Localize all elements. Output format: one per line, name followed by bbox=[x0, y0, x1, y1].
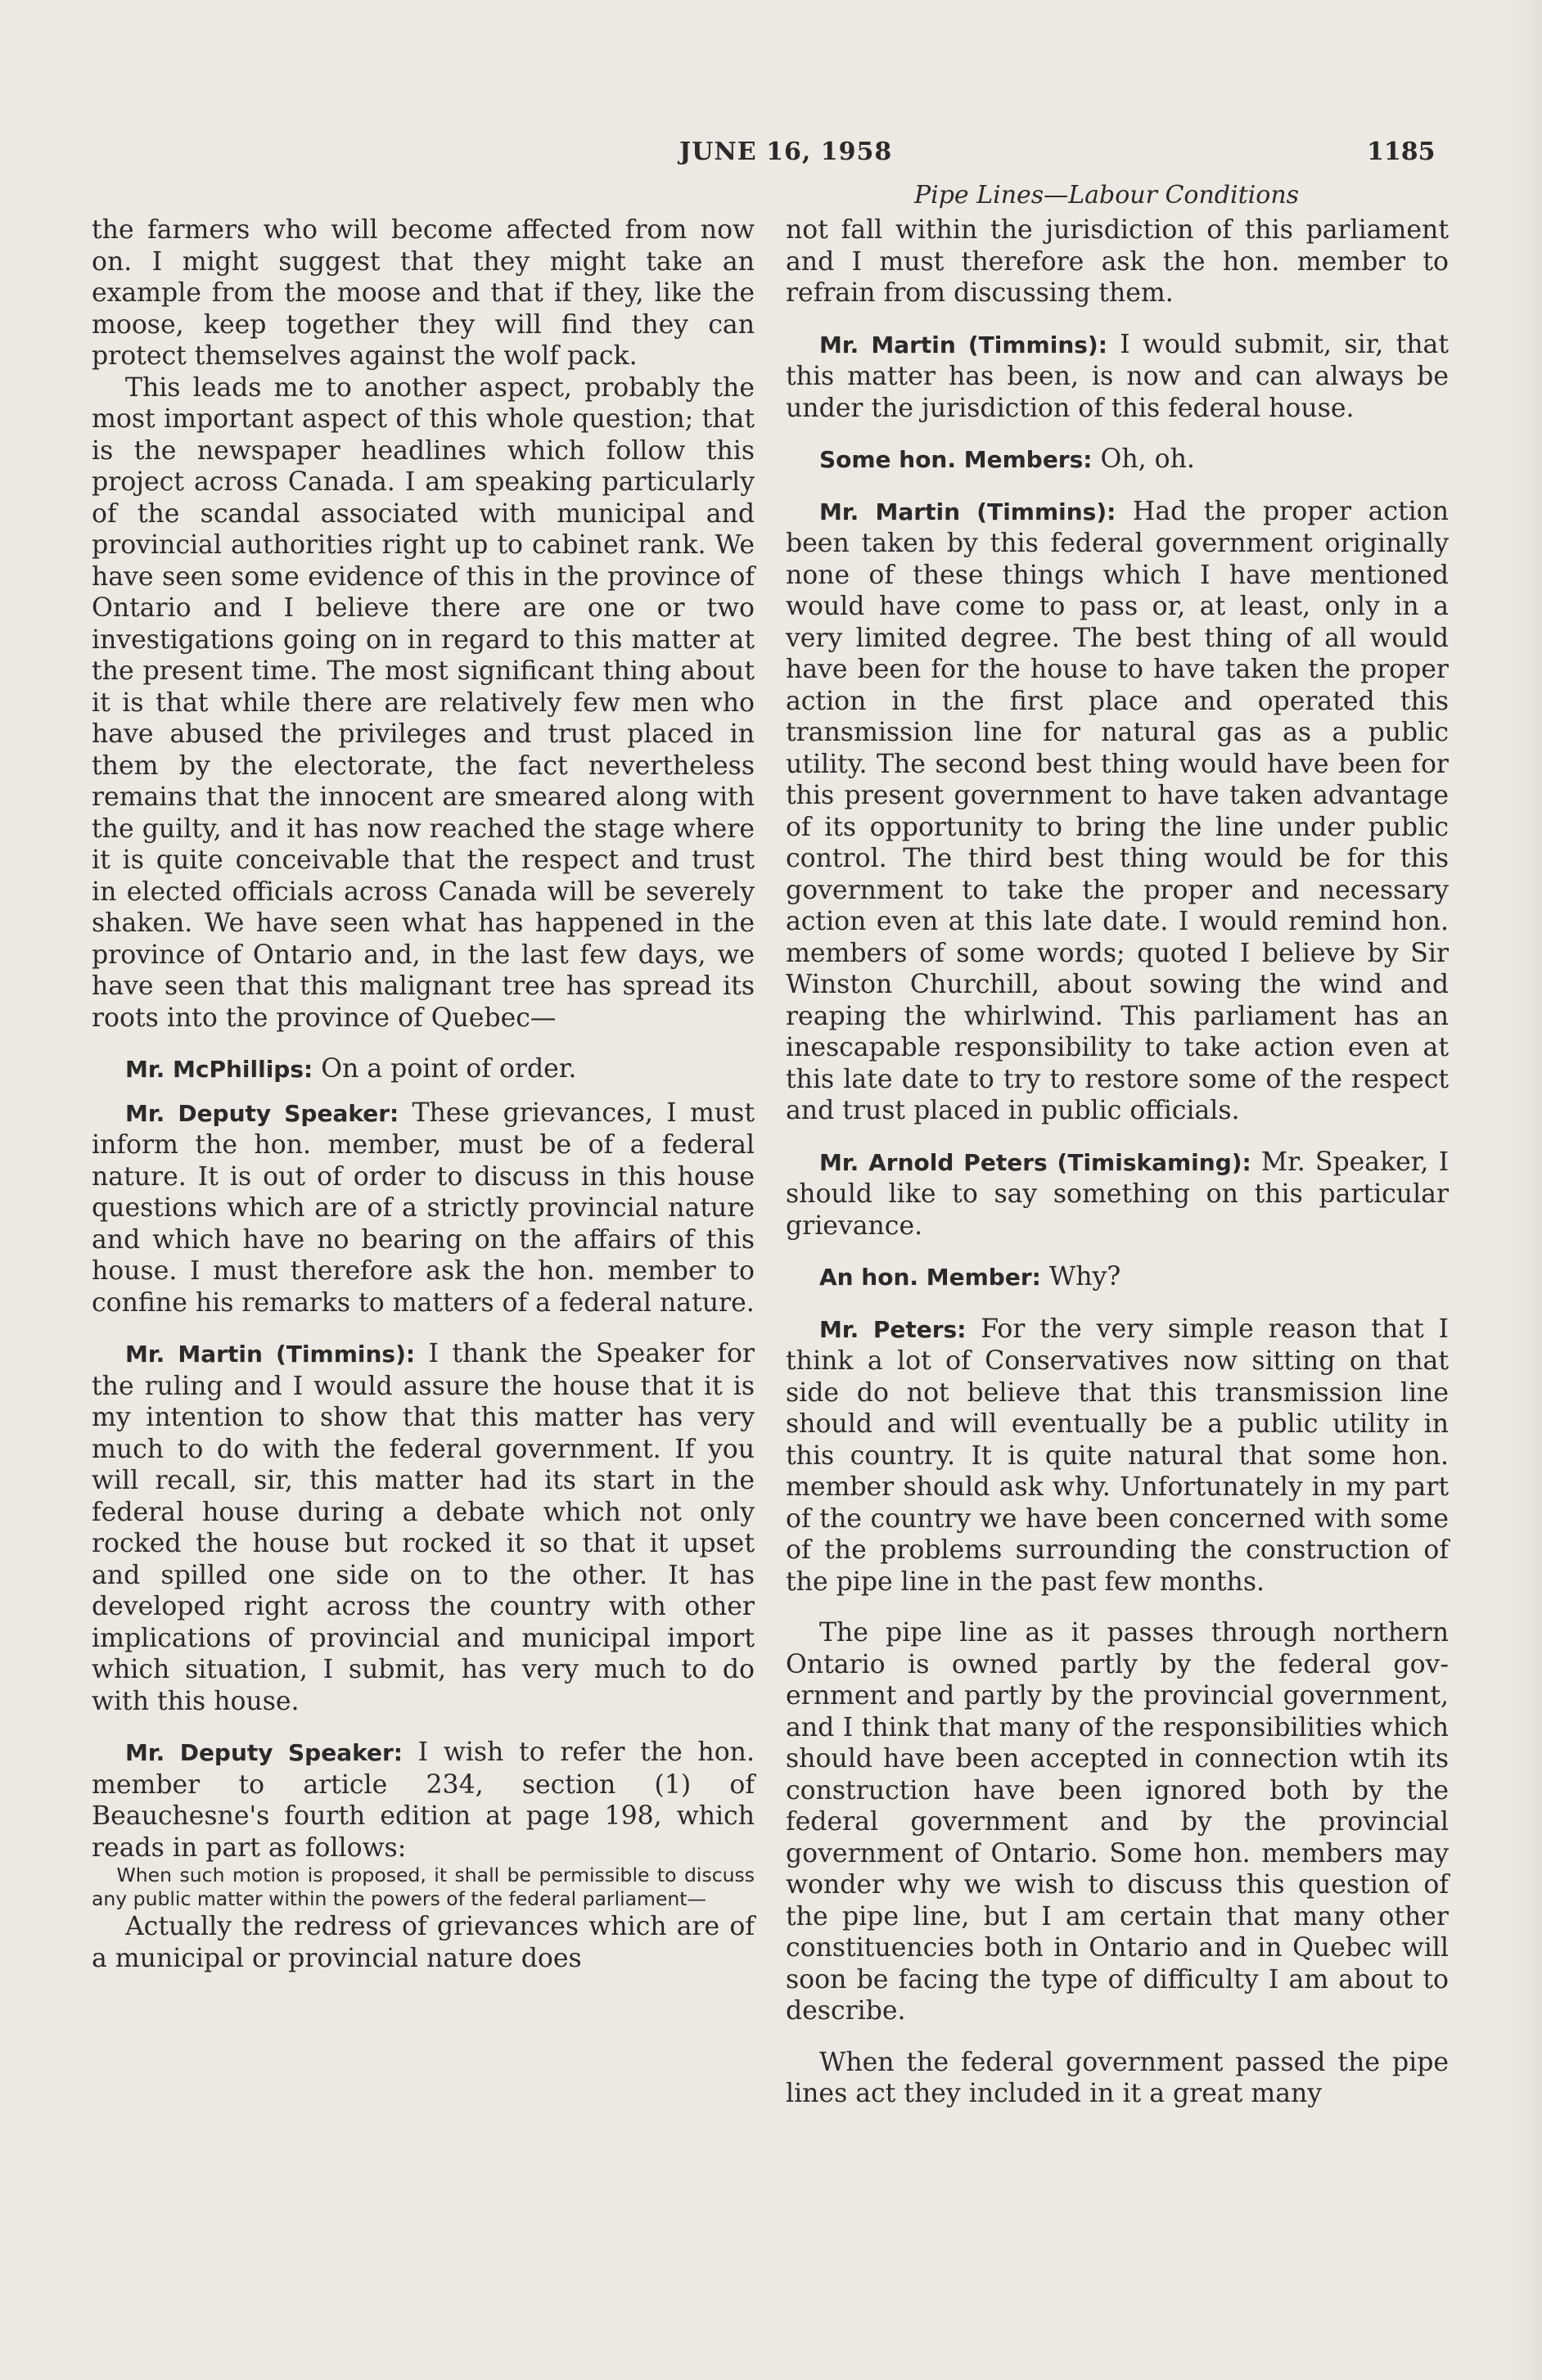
left-paragraph-end: Actually the redress of grievances which are of a municipal or provincial nature does bbox=[92, 1912, 755, 1973]
left-column bbox=[92, 214, 755, 1974]
speech-martin-3 bbox=[786, 496, 1449, 1127]
speaker-name: Mr. Deputy Speaker: bbox=[124, 1099, 399, 1127]
speech-text: For the very simple reason that I think a lot of Conservatives now sitting on that side do not believe that this transmission line should and will eventually be a public utility in this country. It is quite natural that some hon. member should ask why. Unfortunately in my part of the country we have been concerned with some of the problems surrounding the construction of the pipe line in the past few months. bbox=[786, 1314, 1450, 1597]
speaker-name: Some hon. Members: bbox=[818, 446, 1093, 473]
speech-text: Had the proper action been taken by this federal government originally none of these things which I have mentioned would have come to pass or, at least, only in a very limited degree. The best thing of all would have been for the house to have taken the proper action in the first place and operated this transmission line for natural gas as a public utility. The second best thing would have been for this present government to have taken advantage of its opportunity to bring the line under public control. The third best thing would be for this government to take the proper and necessary action even at this late date. I would remind hon. members of some words; quoted I believe by Sir Winston Churchill, about sowing the wind and reaping the whirlwind. This parliament has an inescapable responsibility to take action even at this late date to try to restore some of the respect and trust placed in public officials. bbox=[786, 496, 1449, 1125]
speech-deputy-speaker-1 bbox=[92, 1098, 755, 1319]
page-edge-shadow bbox=[1509, 0, 1542, 2380]
speaker-name: Mr. Deputy Speaker: bbox=[124, 1739, 403, 1766]
speech-text: These grievances, I must inform the hon. member, must be of a federal nature. It is out of order to discuss in this house questions which are of a strictly provincial nature and which have no bearing on the affairs of this house. I must therefore ask the hon. member to confine his remarks to matters of a federal nature. bbox=[92, 1098, 755, 1318]
speaker-name: Mr. Martin (Timmins): bbox=[818, 331, 1107, 358]
right-paragraph-1: not fall within the jurisdiction of this parliament and I must therefore ask the hon. member to refrain from discussing them. bbox=[786, 215, 1449, 308]
header-date: JUNE 16, 1958 bbox=[679, 137, 893, 166]
speaker-name: Mr. Arnold Peters (Timiskaming): bbox=[818, 1148, 1251, 1176]
speech-text: I thank the Speaker for the ruling and I would assure the house that it is my intention to show that this matter has very much to do with the federal government. If you will recall, sir, this matter had its start in the federal house during a debate which not only rocked the house but rocked it so that it upset and spilled one side on to the other. It has developed right across the country with other implications of provincial and municipal import which situation, I submit, has very much to do with this house. bbox=[92, 1339, 755, 1716]
block-quote: When such motion is proposed, it shall be permissible to discuss any public matter within the powers of the federal parliament— bbox=[92, 1864, 755, 1910]
right-paragraph-3: When the federal government passed the pipe lines act they included in it a great many bbox=[786, 2047, 1449, 2108]
left-paragraph-1: the farmers who will become affected from now on. I might suggest that they might take an example from the moose and that if they, like the moose, keep together they will find they can protect themselves against the wolf pack. bbox=[92, 215, 755, 371]
speech-hon-member bbox=[786, 1261, 1449, 1294]
right-column bbox=[786, 214, 1449, 2110]
speech-arnold-peters bbox=[786, 1147, 1449, 1242]
speech-text: I would submit, sir, that this matter has been, is now and can always be under the jurisdiction of this federal house. bbox=[786, 329, 1449, 423]
speech-deputy-speaker-2 bbox=[92, 1737, 755, 1864]
speech-some-members bbox=[786, 444, 1449, 476]
speaker-name: Mr. Martin (Timmins): bbox=[124, 1341, 416, 1368]
speech-text: I wish to refer the hon. member to article 234, section (1) of Beauchesne's fourth edition at page 198, which reads in part as follows: bbox=[92, 1738, 755, 1863]
speech-martin-1 bbox=[92, 1338, 755, 1717]
right-paragraph-2: The pipe line as it passes through northern Ontario is owned partly by the federal government and partly by the provincial government, and I think that many of the responsibilities which should have been accepted in connection wtih its construction have been ignored both by the federal government and by the provincial government of Ontario. Some hon. members may wonder why we wish to discuss this question of the pipe line, but I am certain that many other constituencies both in Ontario and in Quebec will soon be facing the type of difficulty I am about to describe. bbox=[786, 1618, 1449, 2026]
speech-mcphillips bbox=[92, 1053, 755, 1086]
speech-text: Why? bbox=[1048, 1262, 1121, 1291]
speaker-name: Mr. Martin (Timmins): bbox=[818, 498, 1116, 525]
speech-martin-2 bbox=[786, 329, 1449, 425]
speech-text: Oh, oh. bbox=[1100, 444, 1195, 474]
speech-text: Mr. Speaker, I should like to say something on this particular grievance. bbox=[786, 1147, 1450, 1241]
speech-text: On a point of order. bbox=[321, 1054, 577, 1084]
speaker-name: An hon. Member: bbox=[818, 1264, 1041, 1291]
page-number: 1185 bbox=[1367, 137, 1436, 166]
speaker-name: Mr. McPhillips: bbox=[124, 1056, 313, 1083]
left-paragraph-2: This leads me to another aspect, probably the most important aspect of this whole question; that is the newspaper headlines which follow this project across Canada. I am speaking particularly of the scandal associated with municipal and provincial authorities right up to cabinet rank. We have seen some evidence of this in the province of Ontario and I believe there are one or two investigations going on in regard to this matter at the present time. The most significant thing about it is that while there are relatively few men who have abused the privileges and trust placed in them by the electorate, the fact nevertheless remains that the innocent are smeared along with the guilty, and it has now reached the stage where it is quite conceivable that the respect and trust in elected officials across Canada will be severely shaken. We have seen what has happened in the province of Ontario and, in the last few days, we have seen that this malignant tree has spread its roots into the province of Quebec— bbox=[92, 372, 755, 1033]
speaker-name: Mr. Peters: bbox=[818, 1315, 967, 1343]
subject-heading: Pipe Lines—Labour Conditions bbox=[913, 181, 1300, 210]
speech-peters bbox=[786, 1314, 1449, 1598]
page-header bbox=[0, 137, 1542, 170]
